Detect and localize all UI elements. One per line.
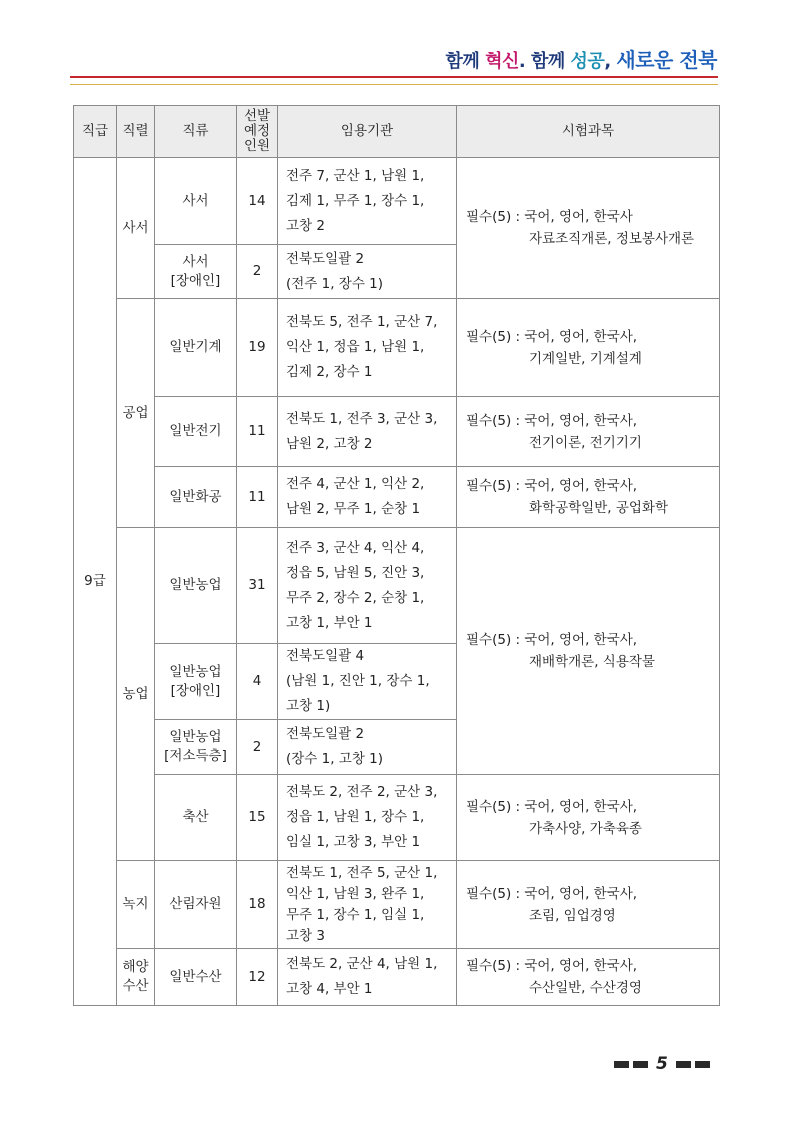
table-row	[74, 158, 720, 245]
category-cell: 일반농업 [장애인]	[155, 644, 237, 720]
subjects-required: 필수(5) : 국어, 영어, 한국사,	[466, 328, 638, 345]
subjects-required: 필수(5) : 국어, 영어, 한국사,	[466, 478, 638, 494]
quota-cell: 18	[237, 861, 278, 949]
org-cell: 전주 4, 군산 1, 익산 2, 남원 2, 무주 1, 순창 1	[278, 467, 457, 528]
subjects-required: 필수(5) : 국어, 영어, 한국사	[466, 209, 633, 225]
subjects-required: 필수(5) : 국어, 영어, 한국사,	[466, 958, 638, 974]
page-bar-decoration	[633, 1061, 648, 1068]
table-row	[74, 467, 720, 528]
slogan-word-6: 전북	[679, 48, 717, 72]
subjects-major: 전기이론, 전기기기	[529, 434, 642, 451]
subjects-chuksan	[457, 775, 720, 861]
subjects-required: 필수(5) : 국어, 영어, 한국사,	[466, 885, 638, 902]
slogan-sep-1: .	[518, 51, 531, 72]
header-orgs: 임용기관	[278, 106, 457, 158]
series-nongeop: 농업	[117, 528, 155, 861]
header-subjects: 시험과목	[457, 106, 720, 158]
slogan-word-2: 혁신	[485, 51, 519, 72]
category-cell: 일반전기	[155, 397, 237, 467]
subjects-major: 조림, 임업경영	[529, 907, 616, 924]
recruitment-table	[73, 105, 720, 1006]
quota-cell: 31	[237, 528, 278, 644]
header-slogan	[446, 44, 717, 73]
org-cell: 전북도일괄 4 (남원 1, 진안 1, 장수 1, 고창 1)	[278, 644, 457, 720]
quota-cell: 12	[237, 949, 278, 1006]
category-cell: 일반수산	[155, 949, 237, 1006]
subjects-major: 재배학개론, 식용작물	[529, 654, 655, 670]
series-saseo: 사서	[117, 158, 155, 299]
header-divider-red	[70, 76, 718, 78]
org-cell: 전북도 5, 전주 1, 군산 7, 익산 1, 정읍 1, 남원 1, 김제 2, 장수 1	[278, 299, 457, 397]
slogan-word-1: 함께	[445, 51, 486, 72]
subjects-hwagong	[457, 467, 720, 528]
category-cell: 산림자원	[155, 861, 237, 949]
org-cell: 전주 7, 군산 1, 남원 1, 김제 1, 무주 1, 장수 1, 고창 2	[278, 158, 457, 245]
subjects-gigye	[457, 299, 720, 397]
quota-cell: 4	[237, 644, 278, 720]
category-cell: 축산	[155, 775, 237, 861]
table-row	[74, 861, 720, 949]
subjects-susan	[457, 949, 720, 1006]
subjects-sanrim	[457, 861, 720, 949]
slogan-word-3: 함께	[530, 51, 571, 72]
slogan-word-4: 성공	[570, 51, 605, 72]
slogan-sep-2: ,	[604, 51, 617, 72]
subjects-major: 가축사양, 가축육종	[529, 820, 642, 837]
subjects-major: 자료조직개론, 정보봉사개론	[529, 231, 695, 247]
org-cell: 전북도일괄 2 (장수 1, 고창 1)	[278, 720, 457, 775]
header-quota: 선발 예정 인원	[237, 106, 278, 158]
quota-cell: 2	[237, 245, 278, 299]
page-number-text: 5	[656, 1054, 668, 1074]
quota-cell: 11	[237, 467, 278, 528]
org-cell: 전북도 1, 전주 3, 군산 3, 남원 2, 고창 2	[278, 397, 457, 467]
subjects-required: 필수(5) : 국어, 영어, 한국사,	[466, 798, 638, 815]
subjects-saseo	[457, 158, 720, 299]
table-header-row	[74, 106, 720, 158]
slogan-word-5: 새로운	[616, 48, 680, 72]
quota-cell: 14	[237, 158, 278, 245]
subjects-major: 화학공학일반, 공업화학	[529, 500, 668, 516]
category-cell: 사서 [장애인]	[155, 245, 237, 299]
series-haeyang: 해양 수산	[117, 949, 155, 1006]
series-nokji: 녹지	[117, 861, 155, 949]
header-grade: 직급	[74, 106, 117, 158]
org-cell: 전북도 2, 군산 4, 남원 1, 고창 4, 부안 1	[278, 949, 457, 1006]
quota-cell: 11	[237, 397, 278, 467]
subjects-nongeop	[457, 528, 720, 775]
page-bar-decoration	[676, 1061, 691, 1068]
quota-cell: 19	[237, 299, 278, 397]
series-gongeop: 공업	[117, 299, 155, 528]
table-row	[74, 299, 720, 397]
quota-cell: 15	[237, 775, 278, 861]
grade-cell: 9급	[74, 158, 117, 1006]
table-row	[74, 528, 720, 644]
category-cell: 일반화공	[155, 467, 237, 528]
subjects-major: 기계일반, 기계설계	[529, 350, 642, 367]
org-cell: 전북도 2, 전주 2, 군산 3, 정읍 1, 남원 1, 장수 1, 임실 1, 고창 3, 부안 1	[278, 775, 457, 861]
category-cell: 일반농업 [저소득층]	[155, 720, 237, 775]
category-cell: 사서	[155, 158, 237, 245]
subjects-required: 필수(5) : 국어, 영어, 한국사,	[466, 412, 638, 429]
page-bar-decoration	[614, 1061, 629, 1068]
page-bar-decoration	[695, 1061, 710, 1068]
table-row	[74, 397, 720, 467]
table-row	[74, 775, 720, 861]
header-divider-gold	[70, 84, 718, 85]
org-cell: 전북도일괄 2 (전주 1, 장수 1)	[278, 245, 457, 299]
subjects-required: 필수(5) : 국어, 영어, 한국사,	[466, 632, 638, 648]
header-series: 직렬	[117, 106, 155, 158]
quota-cell: 2	[237, 720, 278, 775]
subjects-jeongi	[457, 397, 720, 467]
page-number	[614, 1054, 710, 1074]
org-cell: 전북도 1, 전주 5, 군산 1, 익산 1, 남원 3, 완주 1, 무주 1, 장수 1, 임실 1, 고창 3	[278, 861, 457, 949]
header-category: 직류	[155, 106, 237, 158]
category-cell: 일반기계	[155, 299, 237, 397]
subjects-major: 수산일반, 수산경영	[529, 980, 642, 996]
org-cell: 전주 3, 군산 4, 익산 4, 정읍 5, 남원 5, 진안 3, 무주 2, 장수 2, 순창 1, 고창 1, 부안 1	[278, 528, 457, 644]
table-row	[74, 949, 720, 1006]
category-cell: 일반농업	[155, 528, 237, 644]
